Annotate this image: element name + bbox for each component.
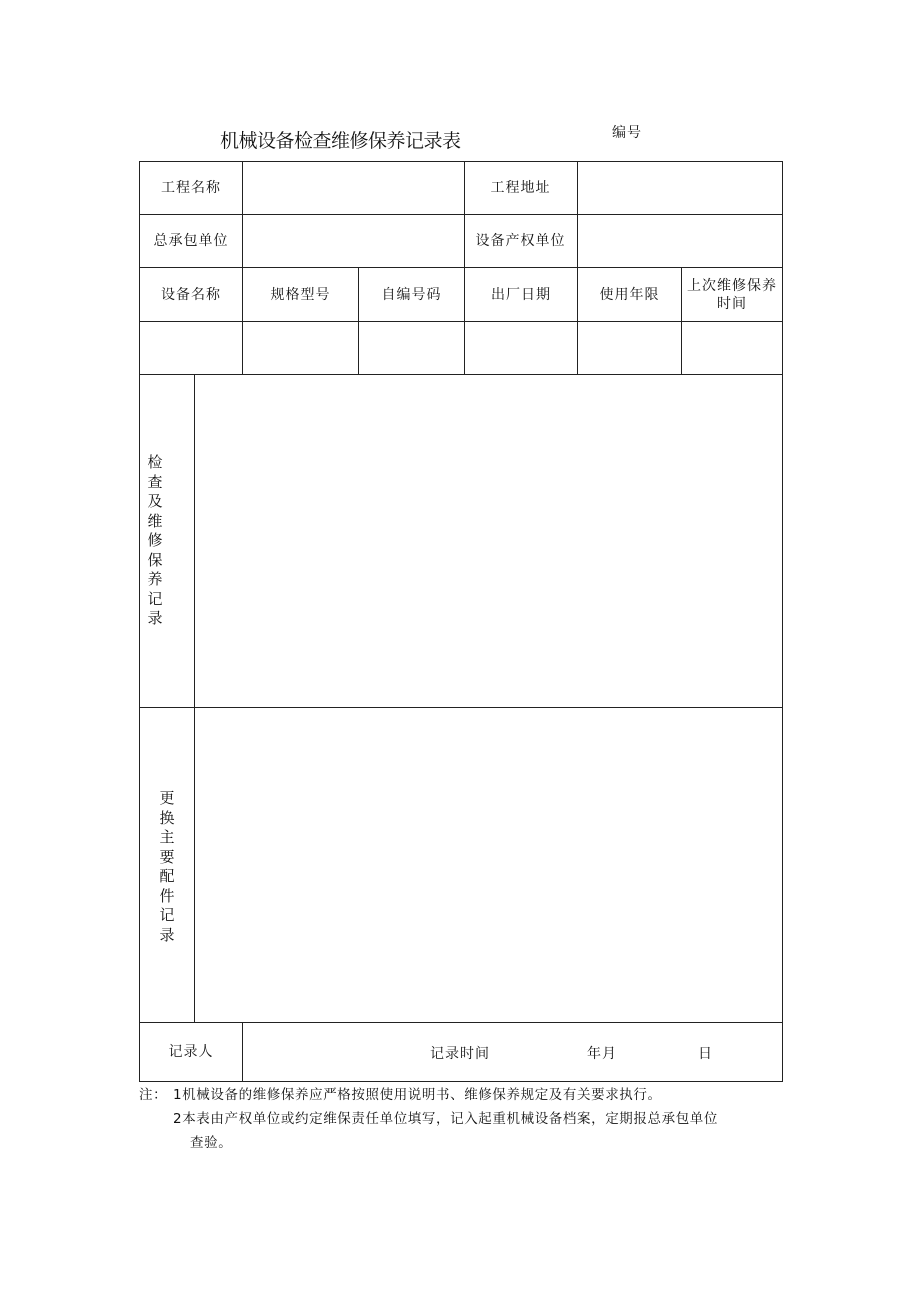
manufacture-date-header: 出厂日期 bbox=[491, 286, 551, 303]
inspection-record-area[interactable] bbox=[195, 375, 782, 707]
parts-char: 更 bbox=[159, 789, 175, 807]
model-spec-field[interactable] bbox=[243, 322, 358, 374]
equipment-owner-field[interactable] bbox=[578, 215, 782, 267]
parts-char: 要 bbox=[159, 847, 175, 866]
parts-section-label bbox=[150, 788, 184, 946]
equipment-name-field[interactable] bbox=[140, 322, 242, 374]
note-2-line1: 2本表由产权单位或约定维保责任单位填写，记入起重机械设备档案，定期报总承包单位 bbox=[173, 1111, 718, 1127]
inspection-char: 检 bbox=[147, 453, 163, 472]
parts-char: 主 bbox=[159, 828, 175, 846]
record-table bbox=[139, 161, 783, 1082]
last-maintenance-header-line1: 上次维修保养 bbox=[687, 277, 777, 294]
parts-char: 换 bbox=[159, 808, 175, 827]
last-maintenance-header-line2: 时间 bbox=[717, 295, 747, 312]
general-contractor-field[interactable] bbox=[243, 215, 464, 267]
project-name-label: 工程名称 bbox=[161, 180, 221, 196]
model-spec-header: 规格型号 bbox=[270, 286, 331, 303]
serial-number-label: 编号 bbox=[612, 125, 642, 141]
last-maintenance-field[interactable] bbox=[682, 322, 782, 374]
serial-code-header: 自编号码 bbox=[381, 286, 442, 303]
service-years-header: 使用年限 bbox=[599, 286, 660, 303]
inspection-section-label bbox=[140, 452, 170, 630]
project-address-field[interactable] bbox=[578, 162, 782, 214]
record-time-label: 记录时间 bbox=[430, 1046, 490, 1062]
day-label: 日 bbox=[698, 1046, 713, 1062]
parts-char: 件 bbox=[159, 886, 175, 905]
recorder-label: 记录人 bbox=[168, 1044, 214, 1060]
inspection-char: 录 bbox=[147, 609, 163, 628]
last-maintenance-header bbox=[682, 268, 782, 321]
notes-prefix: 注： bbox=[139, 1087, 168, 1103]
general-contractor-label: 总承包单位 bbox=[153, 233, 229, 249]
inspection-char: 记 bbox=[147, 589, 163, 608]
inspection-char: 维 bbox=[147, 511, 163, 530]
parts-record-area[interactable] bbox=[195, 708, 782, 1022]
inspection-char: 修 bbox=[147, 531, 163, 550]
manufacture-date-field[interactable] bbox=[465, 322, 577, 374]
project-name-field[interactable] bbox=[243, 162, 464, 214]
parts-char: 记 bbox=[159, 906, 175, 924]
inspection-char: 养 bbox=[147, 570, 163, 589]
equipment-owner-label: 设备产权单位 bbox=[475, 233, 566, 249]
equipment-name-header: 设备名称 bbox=[161, 286, 221, 303]
inspection-char: 及 bbox=[147, 492, 163, 511]
service-years-field[interactable] bbox=[578, 322, 681, 374]
note-2-line2: 查验。 bbox=[190, 1135, 233, 1151]
inspection-char: 保 bbox=[147, 550, 163, 569]
project-address-label: 工程地址 bbox=[490, 180, 551, 196]
note-1: 1机械设备的维修保养应严格按照使用说明书、维修保养规定及有关要求执行。 bbox=[173, 1087, 662, 1103]
page-title: 机械设备检查维修保养记录表 bbox=[220, 130, 461, 152]
year-month-label: 年月 bbox=[587, 1046, 617, 1062]
parts-char: 配 bbox=[159, 867, 175, 885]
parts-char: 录 bbox=[159, 925, 175, 944]
inspection-char: 查 bbox=[147, 472, 163, 491]
serial-code-field[interactable] bbox=[359, 322, 464, 374]
